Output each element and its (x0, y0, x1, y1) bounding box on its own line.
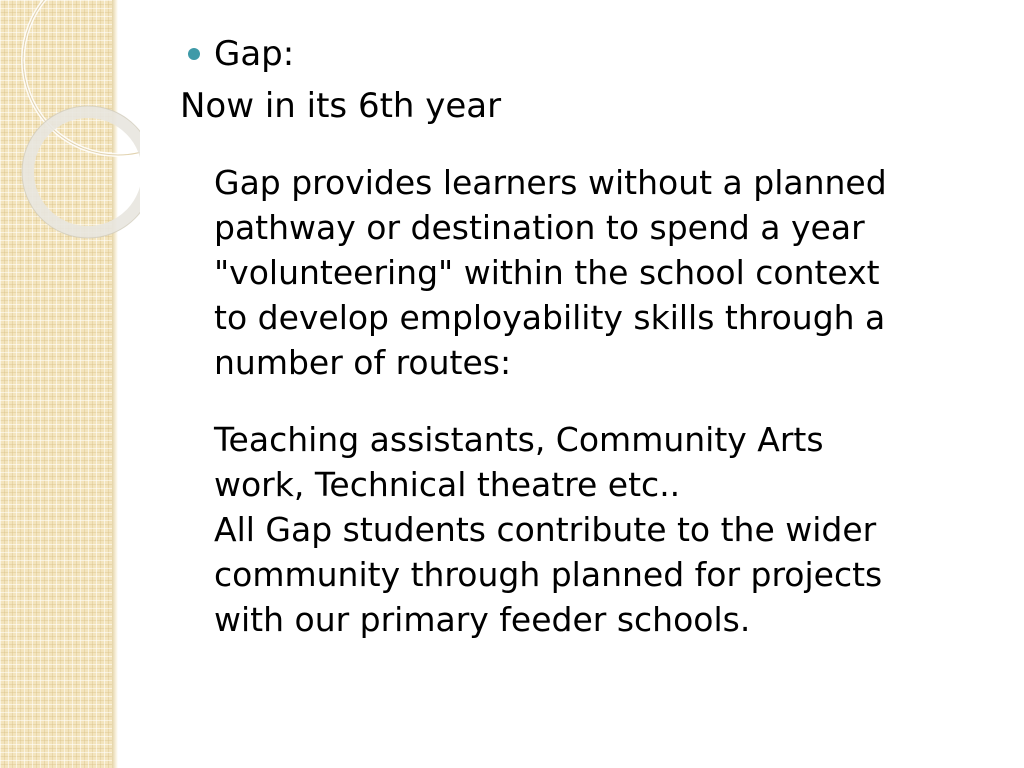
decorative-circles (0, 0, 140, 260)
bullet-item (180, 28, 980, 80)
paragraph-description: Gap provides learners without a planned pathway or destination to spend a year "volunteering" within the school context to develop employability skills through a number of routes: (214, 163, 887, 382)
bullet-dot-icon (188, 48, 200, 60)
slide-content (180, 28, 980, 642)
bullet-text: Gap: (214, 34, 295, 74)
paragraph-routes: Teaching assistants, Community Arts work, Technical theatre etc.. All Gap students contribute to the wider community through planned for projects with our primary feeder schools. (214, 420, 883, 639)
subheading: Now in its 6th year (180, 86, 502, 126)
